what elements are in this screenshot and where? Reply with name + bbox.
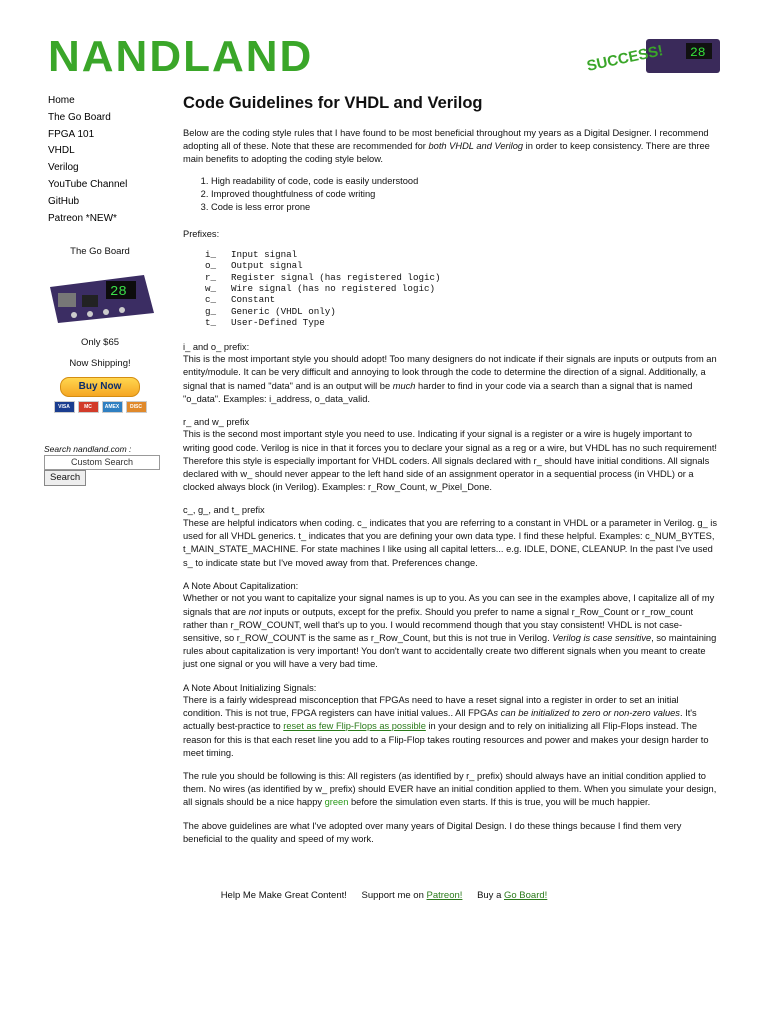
prefix-row: o_ Output signal xyxy=(205,260,303,272)
section-conclusion xyxy=(183,820,718,846)
svg-text:28: 28 xyxy=(110,284,127,300)
section-io-prefix xyxy=(183,341,718,406)
footer-help-text: Help Me Make Great Content! xyxy=(220,890,347,901)
success-text: SUCCESS! xyxy=(586,42,665,75)
footer-support: Support me on Patreon! xyxy=(361,890,463,901)
footer-buy: Buy a Go Board! xyxy=(477,890,548,901)
benefits-list xyxy=(183,175,718,214)
prefix-list xyxy=(183,249,718,329)
article xyxy=(183,94,718,856)
prefix-row: t_ User-Defined Type xyxy=(205,317,325,329)
section-body: Whether or not you want to capitalize your signal names is up to you. As you can see in the examples above, I capitalize all of my signals that are not inputs or outputs, except for the prefix. Should you prefer to name a signal r_Row_Count or r_row_count rather than r_ROW_COUNT, well that's up to you. I would recommend though that you stay consistent! VHDL is not case-sensitive, so r_ROW_COUNT is the same as r_Row_Count, but this is not true in Verilog. Verilog is case sensitive, so maintaining rules about capitalization is very important! You don't want to accidentally create two different signals when you meant to create just one signal or you will have a very bad time. xyxy=(183,593,717,670)
success-badge xyxy=(586,37,726,77)
prefix-row: w_ Wire signal (has no registered logic) xyxy=(205,283,435,295)
search-button[interactable]: Search xyxy=(44,470,86,486)
section-cgt-prefix xyxy=(183,504,718,569)
prefix-row: i_ Input signal xyxy=(205,248,298,260)
list-item: 2. Improved thoughtfulness of code writing xyxy=(211,188,718,201)
page-title: Code Guidelines for VHDL and Verilog xyxy=(183,94,483,112)
sidebar-nav xyxy=(48,93,173,227)
go-board-title: The Go Board xyxy=(70,246,130,257)
discover-icon: DISC xyxy=(126,401,147,413)
footer xyxy=(0,890,768,901)
intro-paragraph: Below are the coding style rules that I have found to be most beneficial throughout my years as a Digital Designer. I recommend adopting all of these. Note that these are recommended for both VHDL and Verilog in order to keep consistency. There are three main benefits to adopting the coding style below. xyxy=(183,128,710,165)
prefix-row: c_ Constant xyxy=(205,294,276,306)
go-board-image-icon[interactable] xyxy=(44,265,156,327)
nav-youtube[interactable]: YouTube Channel xyxy=(48,178,128,190)
section-rule xyxy=(183,770,718,810)
section-body: This is the most important style you should adopt! Too many designers do not indicate if their signals are inputs or outputs from an entity/module. It can be very difficult and annoying to look through the code to determine the direction of a signal. Additionally, a signal that is named "data" and is an output will be much harder to find in your code via a search than a signal that is named "o_data". Examples: i_address, o_data_valid. xyxy=(183,354,717,404)
go-board-shipping: Now Shipping! xyxy=(69,358,131,369)
nav-verilog[interactable]: Verilog xyxy=(48,162,79,174)
nav-github[interactable]: GitHub xyxy=(48,195,80,207)
section-body: There is a fairly widespread misconception that FPGAs need to have a reset signal into a register in order to set an initial condition. This is not true, FPGA registers can have initial values.. All FPGAs can be initialized to zero or non-zero values. It's actually best-practice to reset as few Flip-Flops as possible in your design and to rely on initializing all Flip-Flops instead. The reason for this is that each reset line you add to a Flip-Flop takes routing resources and power and makes your design harder to meet timing. xyxy=(183,695,709,758)
list-item: 3. Code is less error prone xyxy=(211,201,718,214)
logo-text: NANDLAND xyxy=(48,34,314,74)
visa-icon: VISA xyxy=(54,401,75,413)
section-heading: A Note About Initializing Signals: xyxy=(183,682,317,693)
go-board-ad xyxy=(40,246,160,413)
nav-patreon[interactable]: Patreon *NEW* xyxy=(48,212,117,224)
prefix-row: r_ Register signal (has registered logic) xyxy=(205,271,441,283)
section-heading: i_ and o_ prefix: xyxy=(183,341,250,352)
section-capitalization xyxy=(183,580,718,672)
reset-flip-flops-link[interactable]: reset as few Flip-Flops as possible xyxy=(283,721,426,732)
nav-vhdl[interactable]: VHDL xyxy=(48,145,75,157)
logo-graphic xyxy=(48,34,348,74)
buy-now-button[interactable]: Buy Now xyxy=(60,377,140,397)
patreon-link[interactable]: Patreon! xyxy=(426,890,463,901)
search-label: Search nandland.com : xyxy=(44,444,132,454)
section-body: This is the second most important style you need to use. Indicating if your signal is a register or a wire is hugely important to writing good code. Verilog is nice in that it forces you to declare your signal as a reg or a wire, but VHDL has no such requirement! Therefore this style is especially important for VHDL coders. All signals declared with r_ should have initial conditions. All signals declared with w_ should never appear to the left hand side of an assignment operator in a sequential process (in VHDL) or a clocked always block (in Verilog). Examples: r_Row_Count, w_Pixel_Done. xyxy=(183,429,717,493)
section-heading: r_ and w_ prefix xyxy=(183,416,250,427)
payment-cards xyxy=(40,401,160,413)
section-rw-prefix xyxy=(183,416,718,495)
section-heading: A Note About Capitalization: xyxy=(183,580,299,591)
section-heading: c_, g_, and t_ prefix xyxy=(183,505,265,516)
mastercard-icon: MC xyxy=(78,401,99,413)
section-body: The rule you should be following is this: All registers (as identified by r_ prefix) should always have an initial condition applied to them. No wires (as identified by w_ prefix) should EVER have an initial condition applied to them. When you simulate your design, all signals should be a nice happy green before the simulation even starts. If this is true, you will be much happier. xyxy=(183,771,717,808)
go-board-link[interactable]: Go Board! xyxy=(504,890,548,901)
prefix-row: g_ Generic (VHDL only) xyxy=(205,305,336,317)
nav-home[interactable]: Home xyxy=(48,95,75,106)
list-item: 1. High readability of code, code is easily understood xyxy=(211,175,718,188)
prefixes-label: Prefixes: xyxy=(183,228,220,239)
nav-fpga-101[interactable]: FPGA 101 xyxy=(48,128,95,140)
nandland-logo[interactable] xyxy=(48,34,348,76)
go-board-price: Only $65 xyxy=(80,337,120,348)
section-body: The above guidelines are what I've adopted over many years of Digital Design. I do these things because I find them very beneficial to the quality and speed of my work. xyxy=(183,820,682,844)
svg-text:28: 28 xyxy=(690,45,706,60)
amex-icon: AMEX xyxy=(102,401,123,413)
section-initializing xyxy=(183,682,718,761)
search-input[interactable]: Custom Search xyxy=(44,455,160,470)
nav-go-board[interactable]: The Go Board xyxy=(48,111,111,123)
section-body: These are helpful indicators when coding. c_ indicates that you are referring to a constant in VHDL or a parameter in Verilog. g_ is used for all VHDL generics. t_ indicates that you are defining your own data type. I find these helpful. Examples: c_NUM_BYTES, t_MAIN_STATE_MACHINE. For state machines I like using all capital letters... e.g. IDLE, DONE, CLEANUP. In the past I've used s_ to indicate state but I've moved away from that. Preferences change. xyxy=(183,517,718,568)
